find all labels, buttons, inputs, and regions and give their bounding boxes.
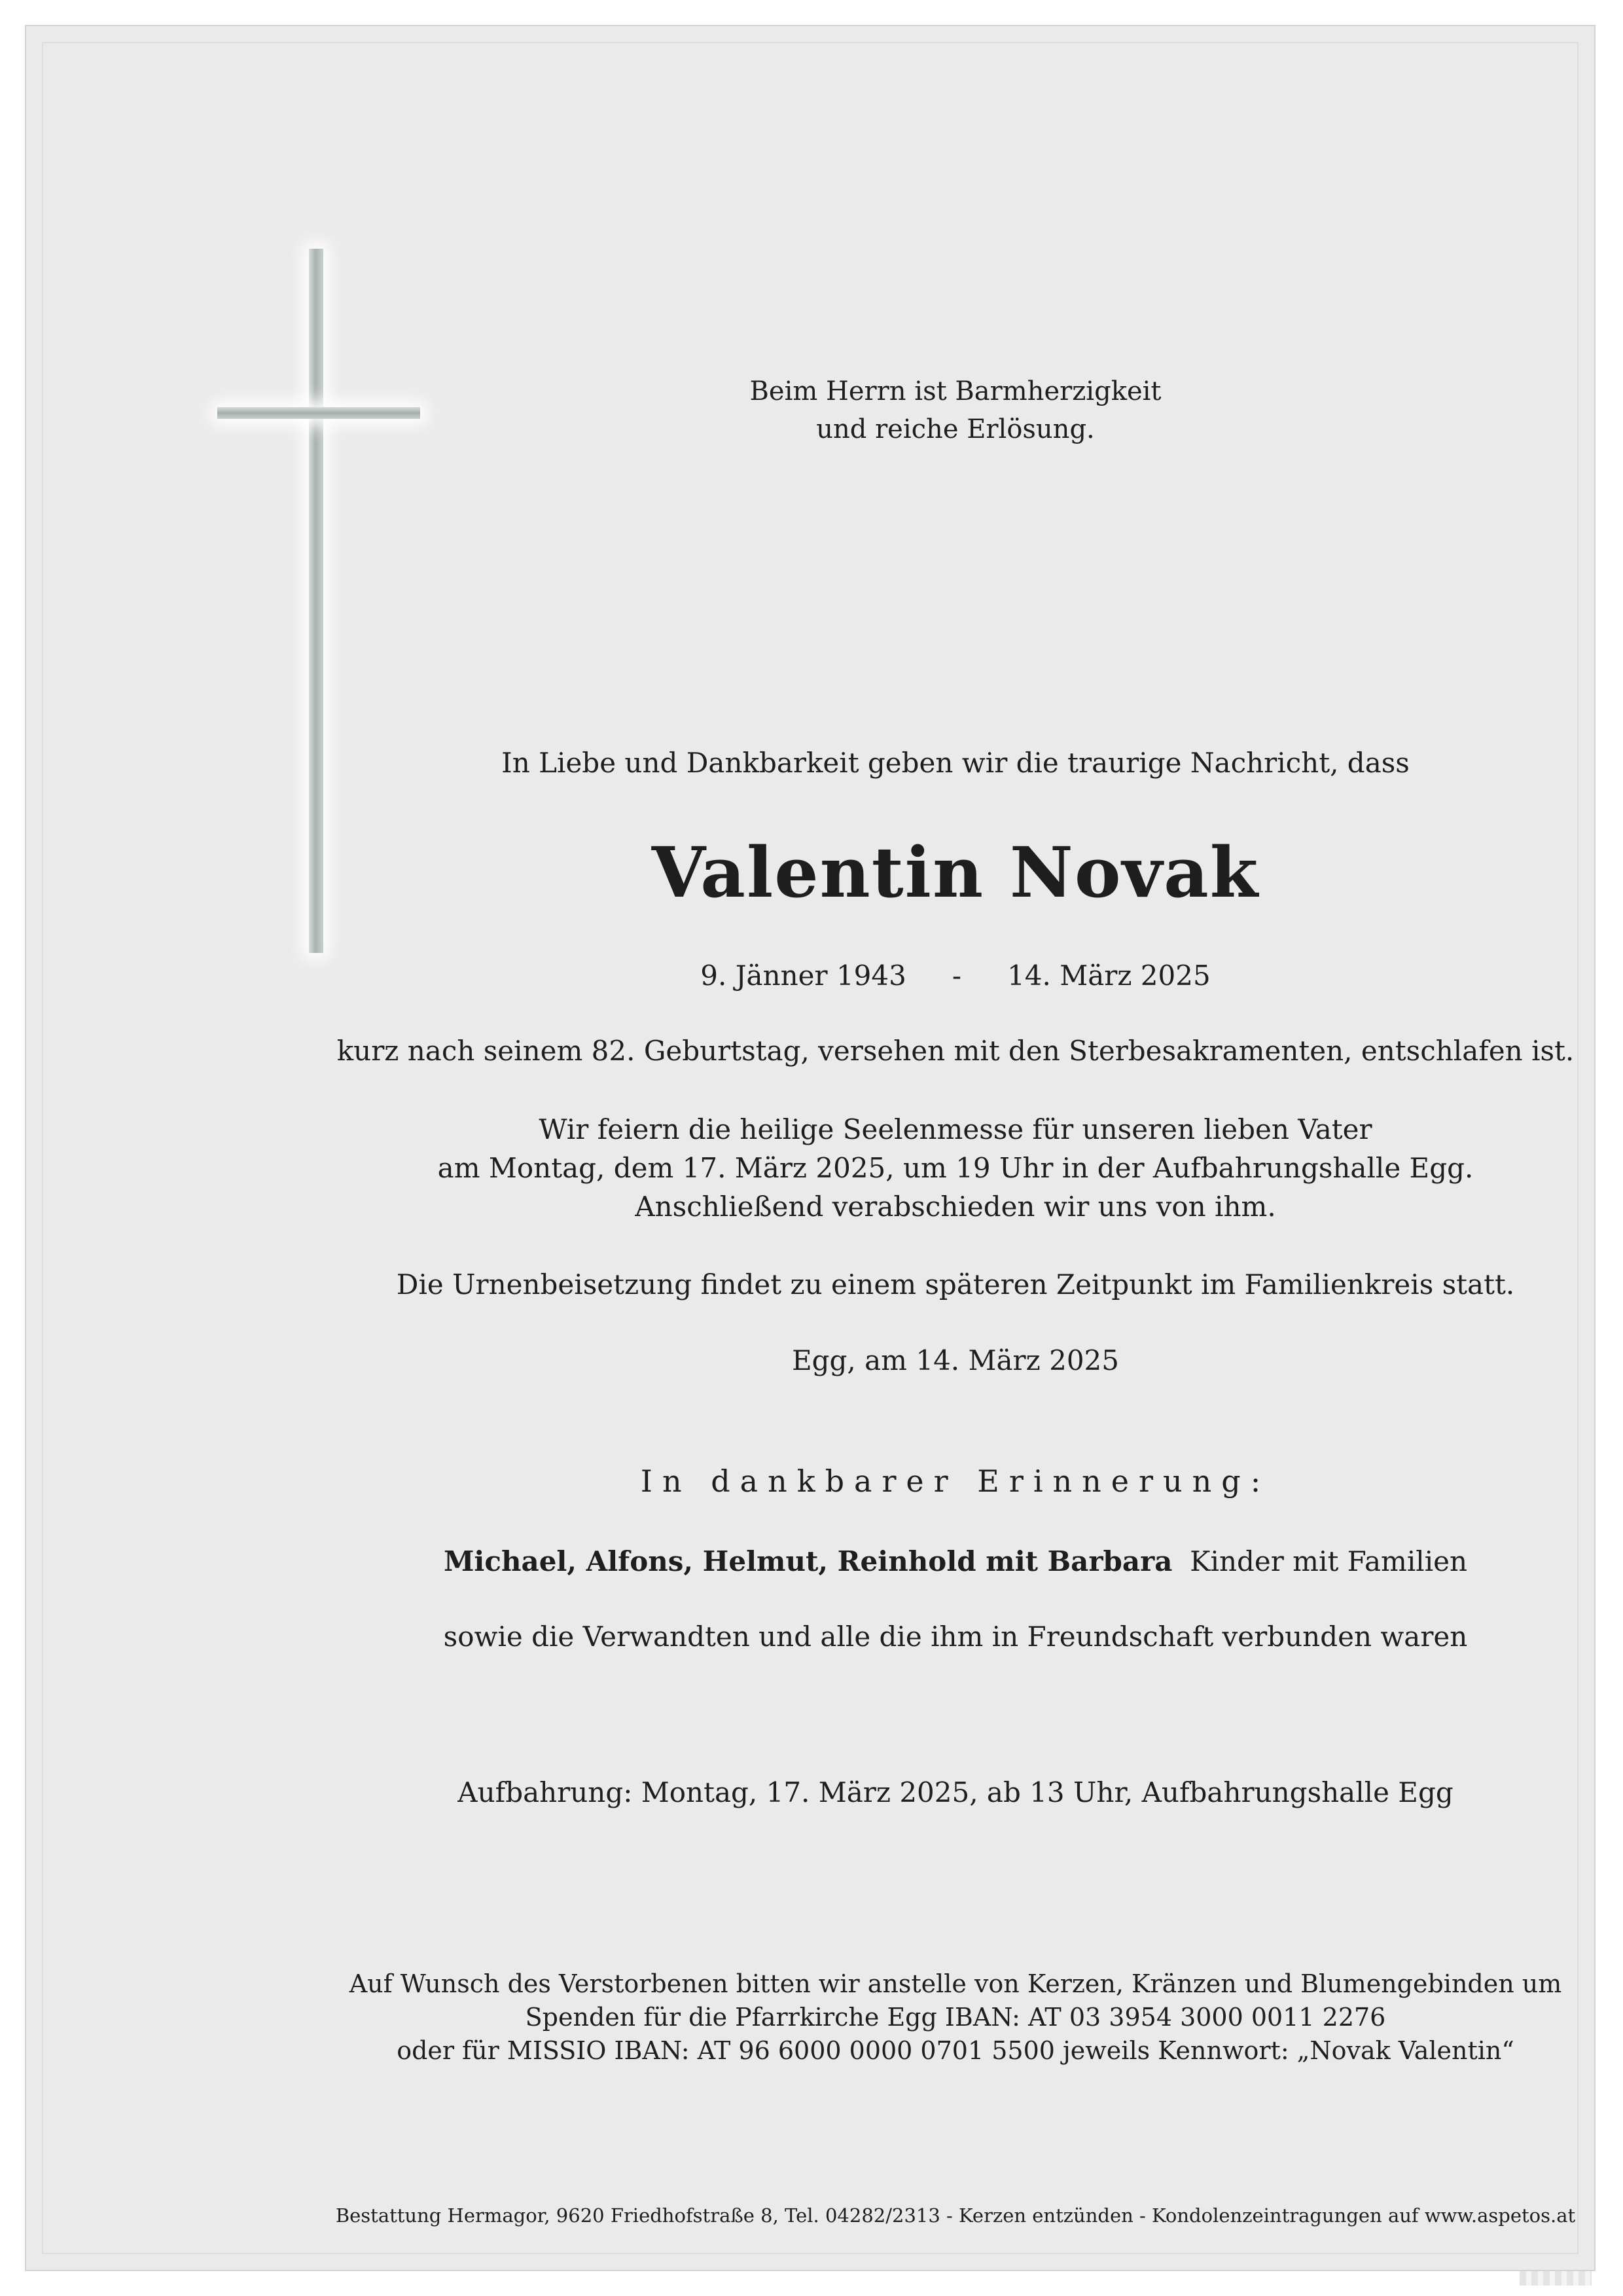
donation-line-1: Auf Wunsch des Verstorbenen bitten wir anstelle von Kerzen, Kränzen und Blumengebinden um (349, 1969, 1562, 1998)
date-separator: - (952, 960, 962, 992)
birth-date: 9. Jänner 1943 (700, 960, 906, 992)
children-names: Michael, Alfons, Helmut, Reinhold mit Barbara (443, 1545, 1173, 1577)
obituary-card (25, 25, 1596, 2271)
children-note: Kinder mit Familien (1190, 1545, 1468, 1577)
children-line (327, 1545, 1584, 1577)
death-date: 14. März 2025 (1007, 960, 1211, 992)
cross-vertical-bar (309, 249, 323, 953)
quote-line-1: Beim Herrn ist Barmherzigkeit (749, 376, 1162, 406)
mass-line-1: Wir feiern die heilige Seelenmesse für unseren lieben Vater (539, 1113, 1372, 1145)
passing-text: kurz nach seinem 82. Geburtstag, versehen mit den Sterbesakramenten, entschlafen ist. (336, 1035, 1575, 1067)
viewing-text: Aufbahrung: Montag, 17. März 2025, ab 13 Uhr, Aufbahrungshalle Egg (457, 1776, 1454, 1808)
mass-line-2: am Montag, dem 17. März 2025, um 19 Uhr in der Aufbahrungshalle Egg. (437, 1152, 1474, 1184)
remembrance-heading: In dankbarer Erinnerung: (640, 1463, 1271, 1499)
watermark (1520, 2271, 1592, 2286)
relatives-line: sowie die Verwandten und alle die ihm in Freundschaft verbunden waren (443, 1621, 1468, 1653)
donation-line-3: oder für MISSIO IBAN: AT 96 6000 0000 0701 5500 jeweils Kennwort: „Novak Valentin“ (397, 2036, 1514, 2065)
intro-text: In Liebe und Dankbarkeit geben wir die traurige Nachricht, dass (501, 747, 1410, 779)
quote-line-2: und reiche Erlösung. (816, 414, 1095, 444)
donation-line-2: Spenden für die Pfarrkirche Egg IBAN: AT 03 3954 3000 0011 2276 (525, 2003, 1386, 2032)
mass-line-3: Anschließend verabschieden wir uns von ihm. (635, 1191, 1276, 1223)
funeral-home-footer: Bestattung Hermagor, 9620 Friedhofstraße 8, Tel. 04282/2313 - Kerzen entzünden - Kondolenzeintragungen auf www.aspetos.at (335, 2204, 1576, 2227)
place-date: Egg, am 14. März 2025 (792, 1344, 1119, 1376)
deceased-name: Valentin Novak (651, 831, 1260, 913)
burial-text: Die Urnenbeisetzung findet zu einem späteren Zeitpunkt im Familienkreis statt. (396, 1268, 1515, 1300)
life-dates (327, 962, 1584, 990)
